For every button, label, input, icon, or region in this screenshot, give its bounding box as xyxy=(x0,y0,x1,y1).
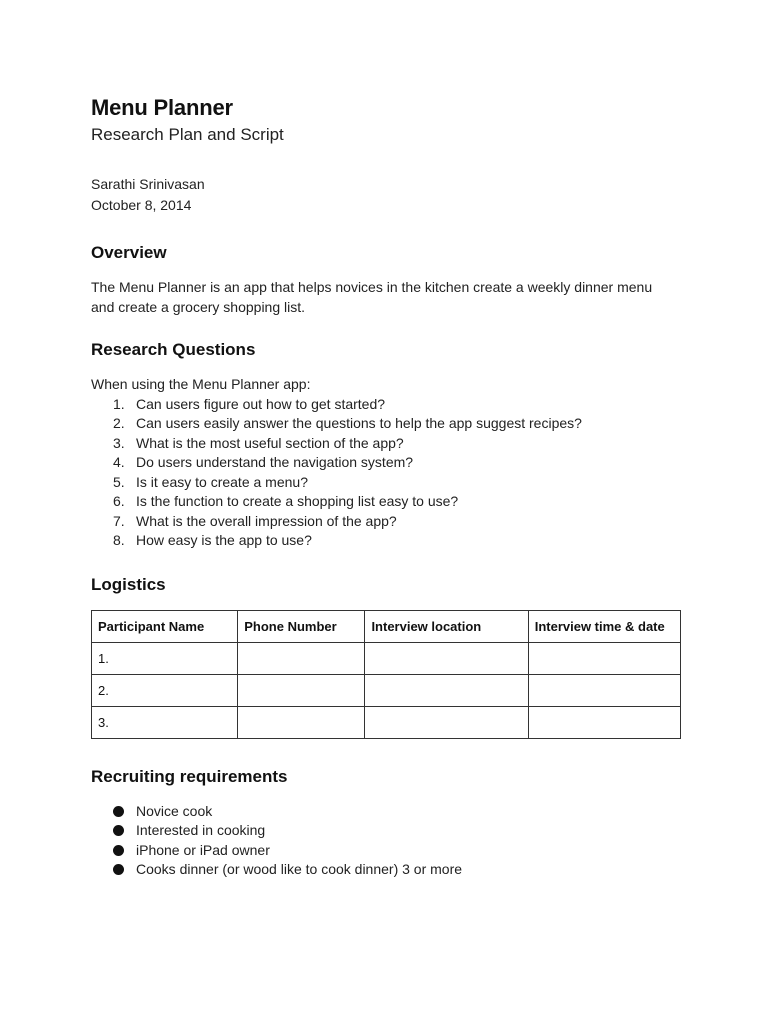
research-questions-intro: When using the Menu Planner app: xyxy=(91,376,311,392)
overview-text: The Menu Planner is an app that helps novices in the kitchen create a weekly dinner menu and create a grocery shopping list. xyxy=(91,279,653,315)
list-item-text: Can users figure out how to get started? xyxy=(136,395,386,412)
research-questions-list xyxy=(91,395,681,551)
document-page xyxy=(91,94,681,880)
table-cell xyxy=(528,706,680,738)
list-item xyxy=(91,531,681,551)
list-item xyxy=(91,453,681,473)
overview-heading: Overview xyxy=(91,243,167,262)
list-item-number: 2. xyxy=(113,415,125,431)
table-cell xyxy=(528,674,680,706)
research-questions-heading: Research Questions xyxy=(91,340,256,359)
bullet-icon xyxy=(113,806,124,817)
table-cell xyxy=(365,642,528,674)
list-item xyxy=(91,821,681,841)
list-item xyxy=(91,395,681,415)
list-item-number: 4. xyxy=(113,454,125,470)
bullet-icon xyxy=(113,845,124,856)
list-item-text: Can users easily answer the questions to help the app suggest recipes? xyxy=(136,415,582,431)
list-item xyxy=(91,841,681,861)
recruiting-requirements-list xyxy=(91,802,681,880)
table-cell: 3. xyxy=(92,706,238,738)
column-header-phone-number: Phone Number xyxy=(238,610,365,642)
column-header-interview-time-date: Interview time & date xyxy=(528,610,680,642)
table-cell xyxy=(365,706,528,738)
table-cell xyxy=(238,674,365,706)
document-title: Menu Planner xyxy=(91,95,233,120)
document-meta xyxy=(91,174,681,216)
table-cell xyxy=(365,674,528,706)
list-item-number: 7. xyxy=(113,512,125,529)
logistics-heading: Logistics xyxy=(91,574,166,594)
list-item-number: 8. xyxy=(113,532,125,548)
list-item xyxy=(91,414,681,434)
bullet-icon xyxy=(113,864,124,875)
table-cell xyxy=(238,642,365,674)
list-item-number: 3. xyxy=(113,434,125,451)
list-item-number: 1. xyxy=(113,395,125,412)
list-item-text: Is the function to create a shopping list easy to use? xyxy=(136,493,459,509)
list-item xyxy=(91,860,681,880)
list-item-text: iPhone or iPad owner xyxy=(136,841,270,858)
list-item-text: How easy is the app to use? xyxy=(136,532,312,548)
list-item-text: Do users understand the navigation system? xyxy=(136,454,414,470)
bullet-icon xyxy=(113,825,124,836)
list-item xyxy=(91,512,681,532)
recruiting-requirements-heading: Recruiting requirements xyxy=(91,766,288,786)
list-item xyxy=(91,492,681,512)
list-item-text: Cooks dinner (or wood like to cook dinner) 3 or more xyxy=(136,861,463,877)
table-header-row xyxy=(92,610,681,642)
list-item xyxy=(91,802,681,822)
list-item xyxy=(91,434,681,454)
list-item-text: Is it easy to create a menu? xyxy=(136,473,308,490)
table-cell: 1. xyxy=(92,642,238,674)
document-subtitle: Research Plan and Script xyxy=(91,125,284,144)
table-row xyxy=(92,674,681,706)
list-item-number: 5. xyxy=(113,473,125,490)
list-item-text: What is the most useful section of the app? xyxy=(136,434,404,451)
list-item-text: What is the overall impression of the app? xyxy=(136,512,397,529)
document-date: October 8, 2014 xyxy=(91,197,192,213)
author-name: Sarathi Srinivasan xyxy=(91,176,205,192)
table-cell xyxy=(238,706,365,738)
list-item xyxy=(91,473,681,493)
table-row xyxy=(92,642,681,674)
logistics-table xyxy=(91,610,681,739)
list-item-text: Interested in cooking xyxy=(136,822,266,838)
table-cell xyxy=(528,642,680,674)
table-cell: 2. xyxy=(92,674,238,706)
table-row xyxy=(92,706,681,738)
column-header-interview-location: Interview location xyxy=(365,610,528,642)
list-item-number: 6. xyxy=(113,493,125,509)
column-header-participant-name: Participant Name xyxy=(92,610,238,642)
list-item-text: Novice cook xyxy=(136,802,213,819)
